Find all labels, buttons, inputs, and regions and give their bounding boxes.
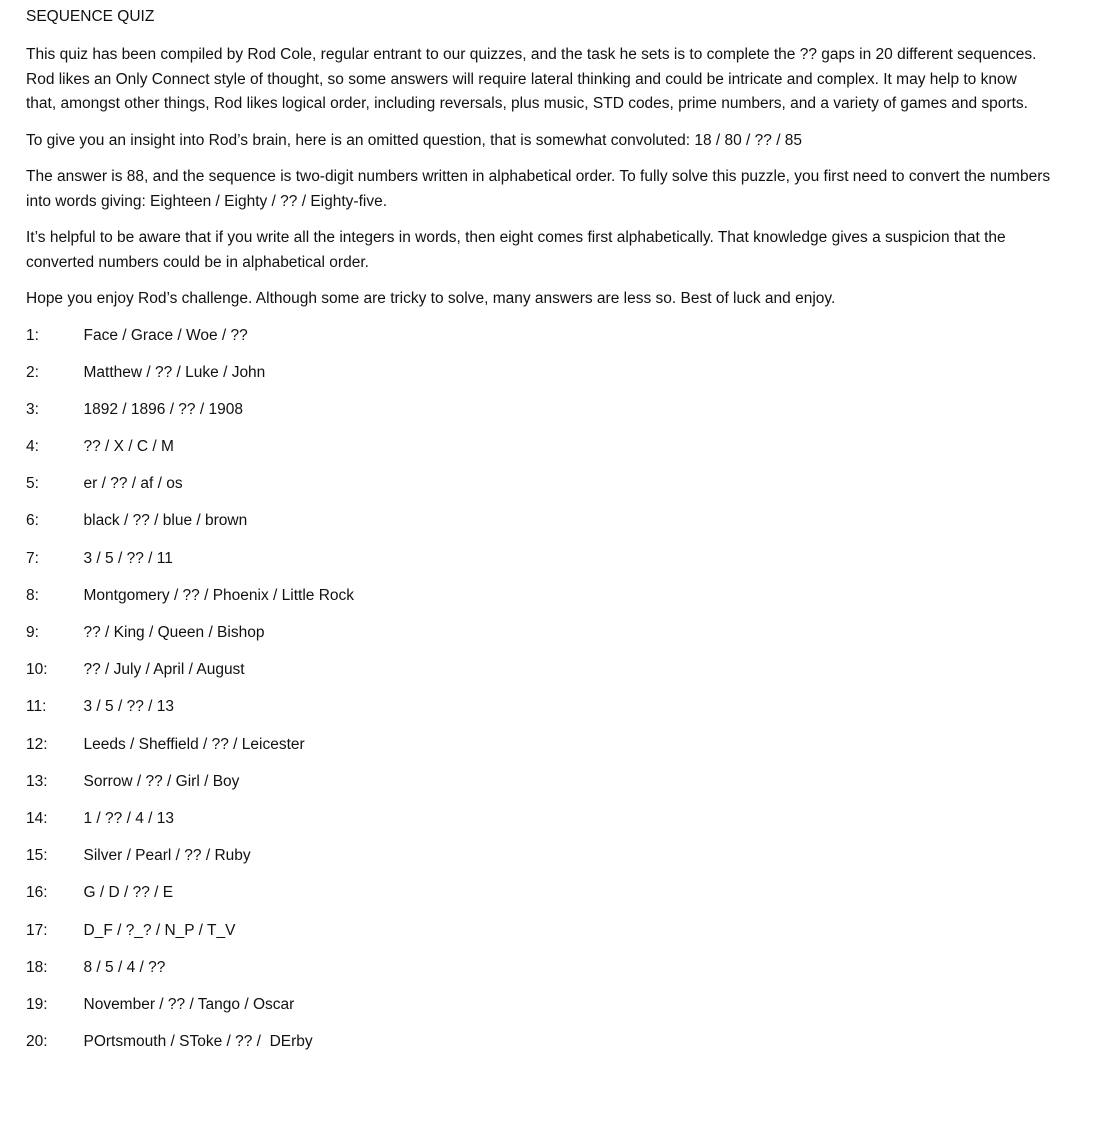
question-sequence: 3 / 5 / ?? / 11 [83, 549, 173, 567]
question-sequence: er / ?? / af / os [83, 475, 183, 493]
question-number: 3: [26, 400, 39, 418]
document-title: SEQUENCE QUIZ [26, 8, 155, 25]
question-number: 4: [26, 438, 39, 456]
question-number: 11: [26, 698, 47, 716]
question-sequence: 1 / ?? / 4 / 13 [83, 809, 174, 827]
question-row [26, 881, 1086, 905]
question-row [26, 658, 1086, 682]
question-sequence: 8 / 5 / 4 / ?? [83, 958, 166, 976]
question-row [26, 361, 1086, 385]
intro-paragraph [26, 287, 1086, 312]
question-sequence: D_F / ?_? / N_P / T_V [83, 921, 236, 939]
question-sequence: November / ?? / Tango / Oscar [83, 995, 295, 1013]
question-row [26, 1030, 1086, 1054]
question-row [26, 844, 1086, 868]
question-number: 12: [26, 735, 48, 753]
intro-paragraph [26, 165, 1086, 214]
question-row [26, 435, 1086, 459]
question-row [26, 807, 1086, 831]
question-row [26, 584, 1086, 608]
question-sequence: POrtsmouth / SToke / ?? / DErby [83, 1033, 313, 1051]
question-sequence: Leeds / Sheffield / ?? / Leicester [83, 735, 305, 753]
intro-paragraph [26, 226, 1086, 275]
question-number: 16: [26, 884, 48, 902]
intro-section [26, 43, 1086, 312]
question-list [26, 324, 1086, 1055]
question-sequence: ?? / King / Queen / Bishop [83, 624, 265, 641]
question-sequence: ?? / X / C / M [83, 438, 174, 456]
question-row [26, 472, 1086, 496]
intro-paragraph-line: that, amongst other things, Rod likes logical order, including reversals, plus music, STD codes, prime numbers, and a variety of games and sports. [26, 95, 1028, 112]
document-page [26, 6, 1086, 1067]
question-number: 7: [26, 549, 39, 567]
question-number: 15: [26, 847, 48, 865]
question-number: 18: [26, 958, 48, 976]
question-row [26, 919, 1086, 943]
question-number: 19: [26, 995, 48, 1013]
question-row [26, 509, 1086, 533]
question-sequence: black / ?? / blue / brown [83, 512, 248, 530]
question-row [26, 398, 1086, 422]
question-sequence: ?? / July / April / August [83, 661, 245, 679]
question-sequence: 1892 / 1896 / ?? / 1908 [83, 400, 243, 418]
question-sequence: Silver / Pearl / ?? / Ruby [83, 847, 251, 865]
intro-paragraph [26, 129, 1086, 154]
question-sequence: Face / Grace / Woe / ?? [83, 326, 248, 344]
question-number: 8: [26, 586, 39, 604]
intro-paragraph-line: This quiz has been compiled by Rod Cole, regular entrant to our quizzes, and the task he sets is to complete the ?? gaps in 20 different sequences. [26, 46, 1037, 63]
intro-paragraph-line: To give you an insight into Rod’s brain, here is an omitted question, that is somewhat convoluted: 18 / 80 / ?? / 85 [26, 131, 803, 149]
question-number: 14: [26, 809, 48, 827]
question-number: 5: [26, 475, 39, 493]
question-row [26, 695, 1086, 719]
intro-paragraph-line: into words giving: Eighteen / Eighty / ?? / Eighty-five. [26, 192, 387, 210]
intro-paragraph-line: converted numbers could be in alphabetical order. [26, 253, 369, 271]
question-sequence: Montgomery / ?? / Phoenix / Little Rock [83, 586, 355, 604]
question-row [26, 547, 1086, 571]
question-number: 9: [26, 624, 39, 641]
question-row [26, 956, 1086, 980]
question-row [26, 324, 1086, 348]
question-number: 6: [26, 512, 39, 530]
intro-paragraph-line: Hope you enjoy Rod’s challenge. Although some are tricky to solve, many answers are less so. Best of luck and enjoy. [26, 290, 836, 307]
question-number: 17: [26, 921, 48, 939]
question-row [26, 993, 1086, 1017]
intro-paragraph-line: The answer is 88, and the sequence is two-digit numbers written in alphabetical order. To fully solve this puzzle, you first need to convert the numbers [26, 168, 1051, 185]
question-sequence: G / D / ?? / E [83, 884, 174, 902]
question-number: 13: [26, 772, 48, 790]
question-row [26, 733, 1086, 757]
question-sequence: Matthew / ?? / Luke / John [83, 363, 266, 381]
question-number: 10: [26, 661, 48, 679]
question-sequence: 3 / 5 / ?? / 13 [83, 698, 174, 716]
question-number: 2: [26, 363, 39, 381]
question-number: 1: [26, 326, 39, 344]
intro-paragraph-line: It’s helpful to be aware that if you write all the integers in words, then eight comes first alphabetically. That knowledge gives a suspicion that the [26, 229, 1006, 246]
question-row [26, 770, 1086, 794]
question-sequence: Sorrow / ?? / Girl / Boy [83, 772, 240, 790]
question-row [26, 621, 1086, 645]
intro-paragraph-line: Rod likes an Only Connect style of thought, so some answers will require lateral thinking and could be intricate and complex. It may help to know [26, 70, 1017, 88]
question-number: 20: [26, 1033, 48, 1051]
intro-paragraph [26, 43, 1086, 117]
